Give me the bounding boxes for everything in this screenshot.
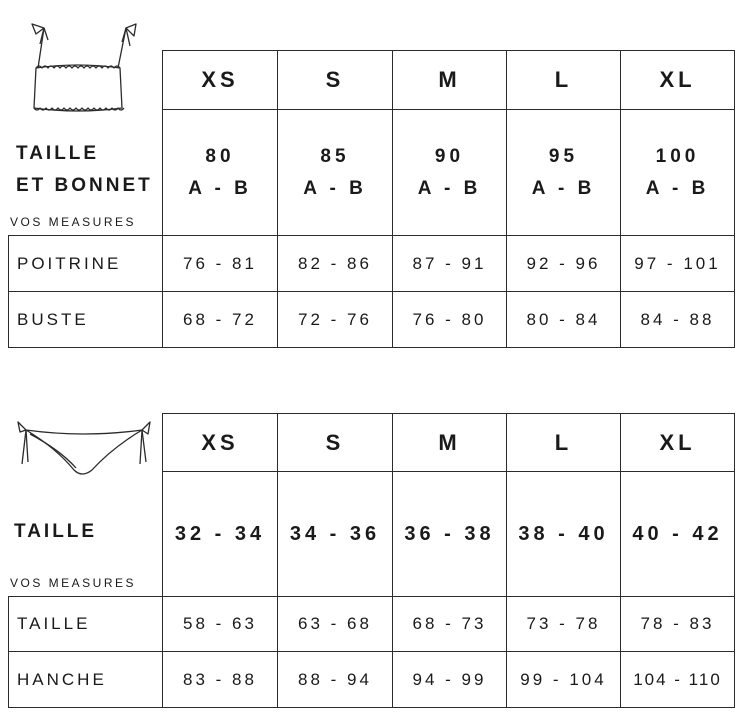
size-header-m: M [438, 429, 461, 455]
row-label-taille: TAILLE [17, 614, 91, 633]
bikini-bottom-icon [16, 418, 154, 480]
table-cell: 76 - 81 [183, 253, 257, 273]
table-cell: 94 - 99 [412, 669, 487, 689]
band-value: 90 [434, 145, 465, 167]
top-main-label-line1: TAILLE [16, 143, 100, 164]
top-main-label [16, 138, 153, 202]
table-cell: 83 - 88 [183, 669, 257, 689]
cup-value: A - B [531, 177, 596, 199]
bottom-main-label: TAILLE [14, 521, 98, 542]
cup-value: A - B [188, 177, 252, 199]
table-cell: 99 - 104 [520, 669, 607, 689]
table-cell: 80 - 84 [526, 309, 601, 329]
band-cup-cell [393, 110, 506, 235]
band-cup-cell [163, 110, 277, 235]
table-cell: 73 - 78 [526, 614, 601, 633]
table-cell: 82 - 86 [298, 253, 372, 273]
band-value: 85 [320, 145, 350, 167]
top-measures-label: VOS MEASURES [10, 215, 137, 229]
table-cell: 97 - 101 [634, 253, 721, 273]
bottom-measures-label: VOS MEASURES [10, 576, 137, 590]
band-cup-cell [621, 110, 734, 235]
band-value: 100 [655, 145, 700, 167]
table-cell: 104 - 110 [633, 669, 722, 689]
size-header-s: S [325, 67, 345, 92]
band-value: 80 [205, 145, 235, 167]
row-label-poitrine: POITRINE [17, 253, 122, 273]
row-label-buste: BUSTE [17, 309, 89, 329]
size-header-l: L [554, 67, 573, 92]
table-cell: 63 - 68 [298, 614, 372, 633]
table-cell: 68 - 72 [183, 309, 257, 329]
cup-value: A - B [645, 177, 710, 199]
table-cell: 92 - 96 [526, 253, 601, 273]
size-header-s: S [325, 429, 345, 455]
table-cell: 72 - 76 [298, 309, 372, 329]
table-cell: 78 - 83 [640, 614, 715, 633]
bikini-top-icon [18, 20, 138, 116]
size-range-cell: 36 - 38 [404, 522, 495, 545]
top-main-label-line2: ET BONNET [16, 175, 153, 196]
size-header-xs: XS [201, 429, 239, 455]
band-value: 95 [548, 145, 579, 167]
size-range-cell: 34 - 36 [289, 522, 381, 545]
size-range-cell: 32 - 34 [174, 522, 266, 545]
size-range-cell: 40 - 42 [632, 522, 723, 545]
table-cell: 58 - 63 [183, 614, 257, 633]
table-cell: 76 - 80 [412, 309, 487, 329]
band-cup-cell [507, 110, 620, 235]
size-header-xl: XL [659, 429, 696, 455]
row-label-hanche: HANCHE [17, 669, 107, 689]
table-cell: 68 - 73 [412, 614, 487, 633]
size-header-m: M [438, 67, 461, 92]
size-header-xs: XS [201, 67, 239, 92]
cup-value: A - B [303, 177, 367, 199]
table-cell: 87 - 91 [412, 253, 487, 273]
size-header-xl: XL [659, 67, 696, 92]
table-cell: 88 - 94 [298, 669, 372, 689]
cup-value: A - B [417, 177, 482, 199]
band-cup-cell [278, 110, 392, 235]
table-cell: 84 - 88 [640, 309, 715, 329]
size-range-cell: 38 - 40 [518, 522, 609, 545]
size-header-l: L [554, 429, 573, 455]
